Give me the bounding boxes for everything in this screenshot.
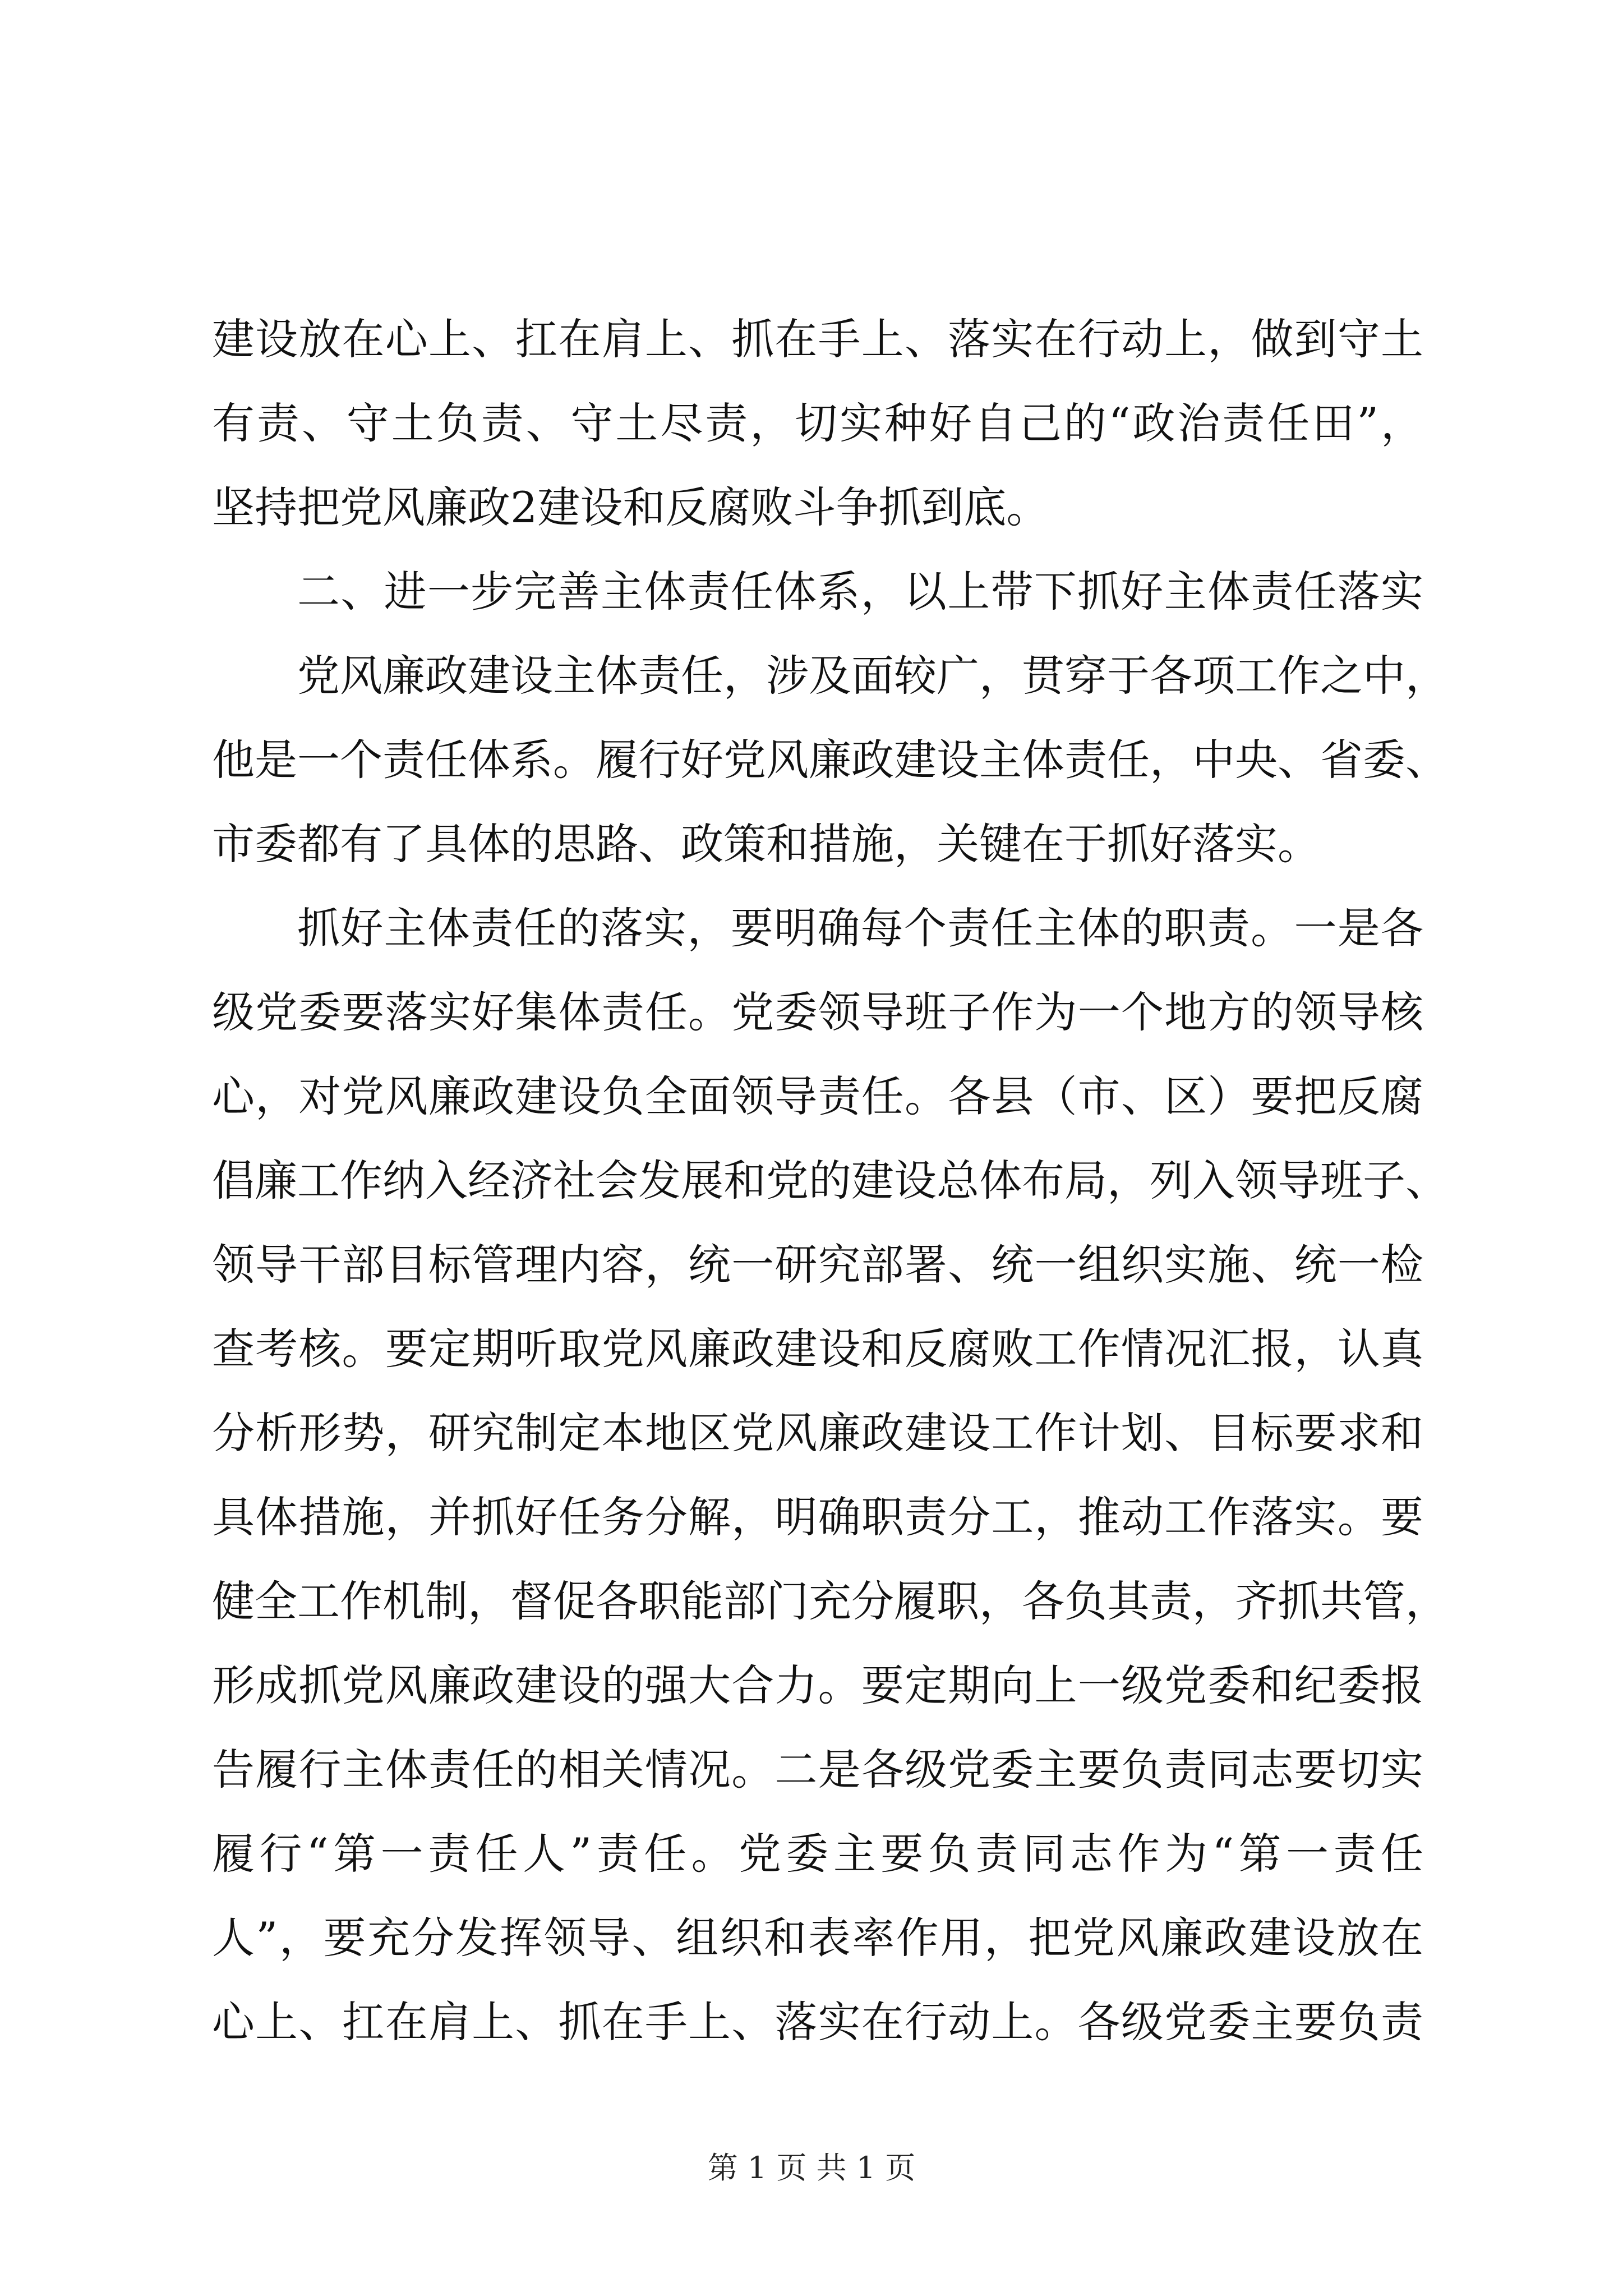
text-line-14: 分析形势，研究制定本地区党风廉政建设工作计划、目标要求和: [212, 1408, 1423, 1458]
text-line-15: 具体措施，并抓好任务分解，明确职责分工，推动工作落实。要: [212, 1492, 1423, 1542]
text-line-16: 健全工作机制，督促各职能部门充分履职，各负其责，齐抓共管，: [212, 1576, 1448, 1626]
text-line-20: 人”，要充分发挥领导、组织和表率作用，把党风廉政建设放在: [212, 1913, 1423, 1963]
text-line-21: 心上、扛在肩上、抓在手上、落实在行动上。各级党委主要负责: [212, 1997, 1423, 2047]
text-line-3: 坚持把党风廉政2建设和反腐败斗争抓到底。: [212, 482, 1049, 532]
text-line-19: 履行“第一责任人”责任。党委主要负责同志作为“第一责任: [212, 1829, 1423, 1879]
page-footer: 第 1 页 共 1 页: [707, 2150, 916, 2185]
text-line-6: 他是一个责任体系。履行好党风廉政建设主体责任，中央、省委、: [212, 735, 1448, 785]
text-line-9: 级党委要落实好集体责任。党委领导班子作为一个地方的领导核: [212, 987, 1423, 1037]
section-heading: 二、进一步完善主体责任体系，以上带下抓好主体责任落实: [297, 567, 1423, 616]
text-line-18: 告履行主体责任的相关情况。二是各级党委主要负责同志要切实: [212, 1745, 1423, 1795]
text-line-5: 党风廉政建设主体责任，涉及面较广，贯穿于各项工作之中，: [297, 651, 1448, 701]
text-line-7: 市委都有了具体的思路、政策和措施，关键在于抓好落实。: [212, 819, 1320, 869]
text-line-10: 心，对党风廉政建设负全面领导责任。各县（市、区）要把反腐: [212, 1071, 1423, 1121]
text-line-12: 领导干部目标管理内容，统一研究部署、统一组织实施、统一检: [212, 1240, 1423, 1290]
text-line-11: 倡廉工作纳入经济社会发展和党的建设总体布局，列入领导班子、: [212, 1156, 1448, 1205]
text-line-17: 形成抓党风廉政建设的强大合力。要定期向上一级党委和纪委报: [212, 1660, 1423, 1710]
text-line-13: 查考核。要定期听取党风廉政建设和反腐败工作情况汇报，认真: [212, 1324, 1423, 1374]
document-body: [212, 297, 1448, 2064]
text-line-1: 建设放在心上、扛在肩上、抓在手上、落实在行动上，做到守土: [212, 314, 1423, 364]
text-line-2: 有责、守土负责、守土尽责，切实种好自己的“政治责任田”，: [212, 398, 1423, 448]
text-line-8: 抓好主体责任的落实，要明确每个责任主体的职责。一是各: [297, 903, 1423, 953]
